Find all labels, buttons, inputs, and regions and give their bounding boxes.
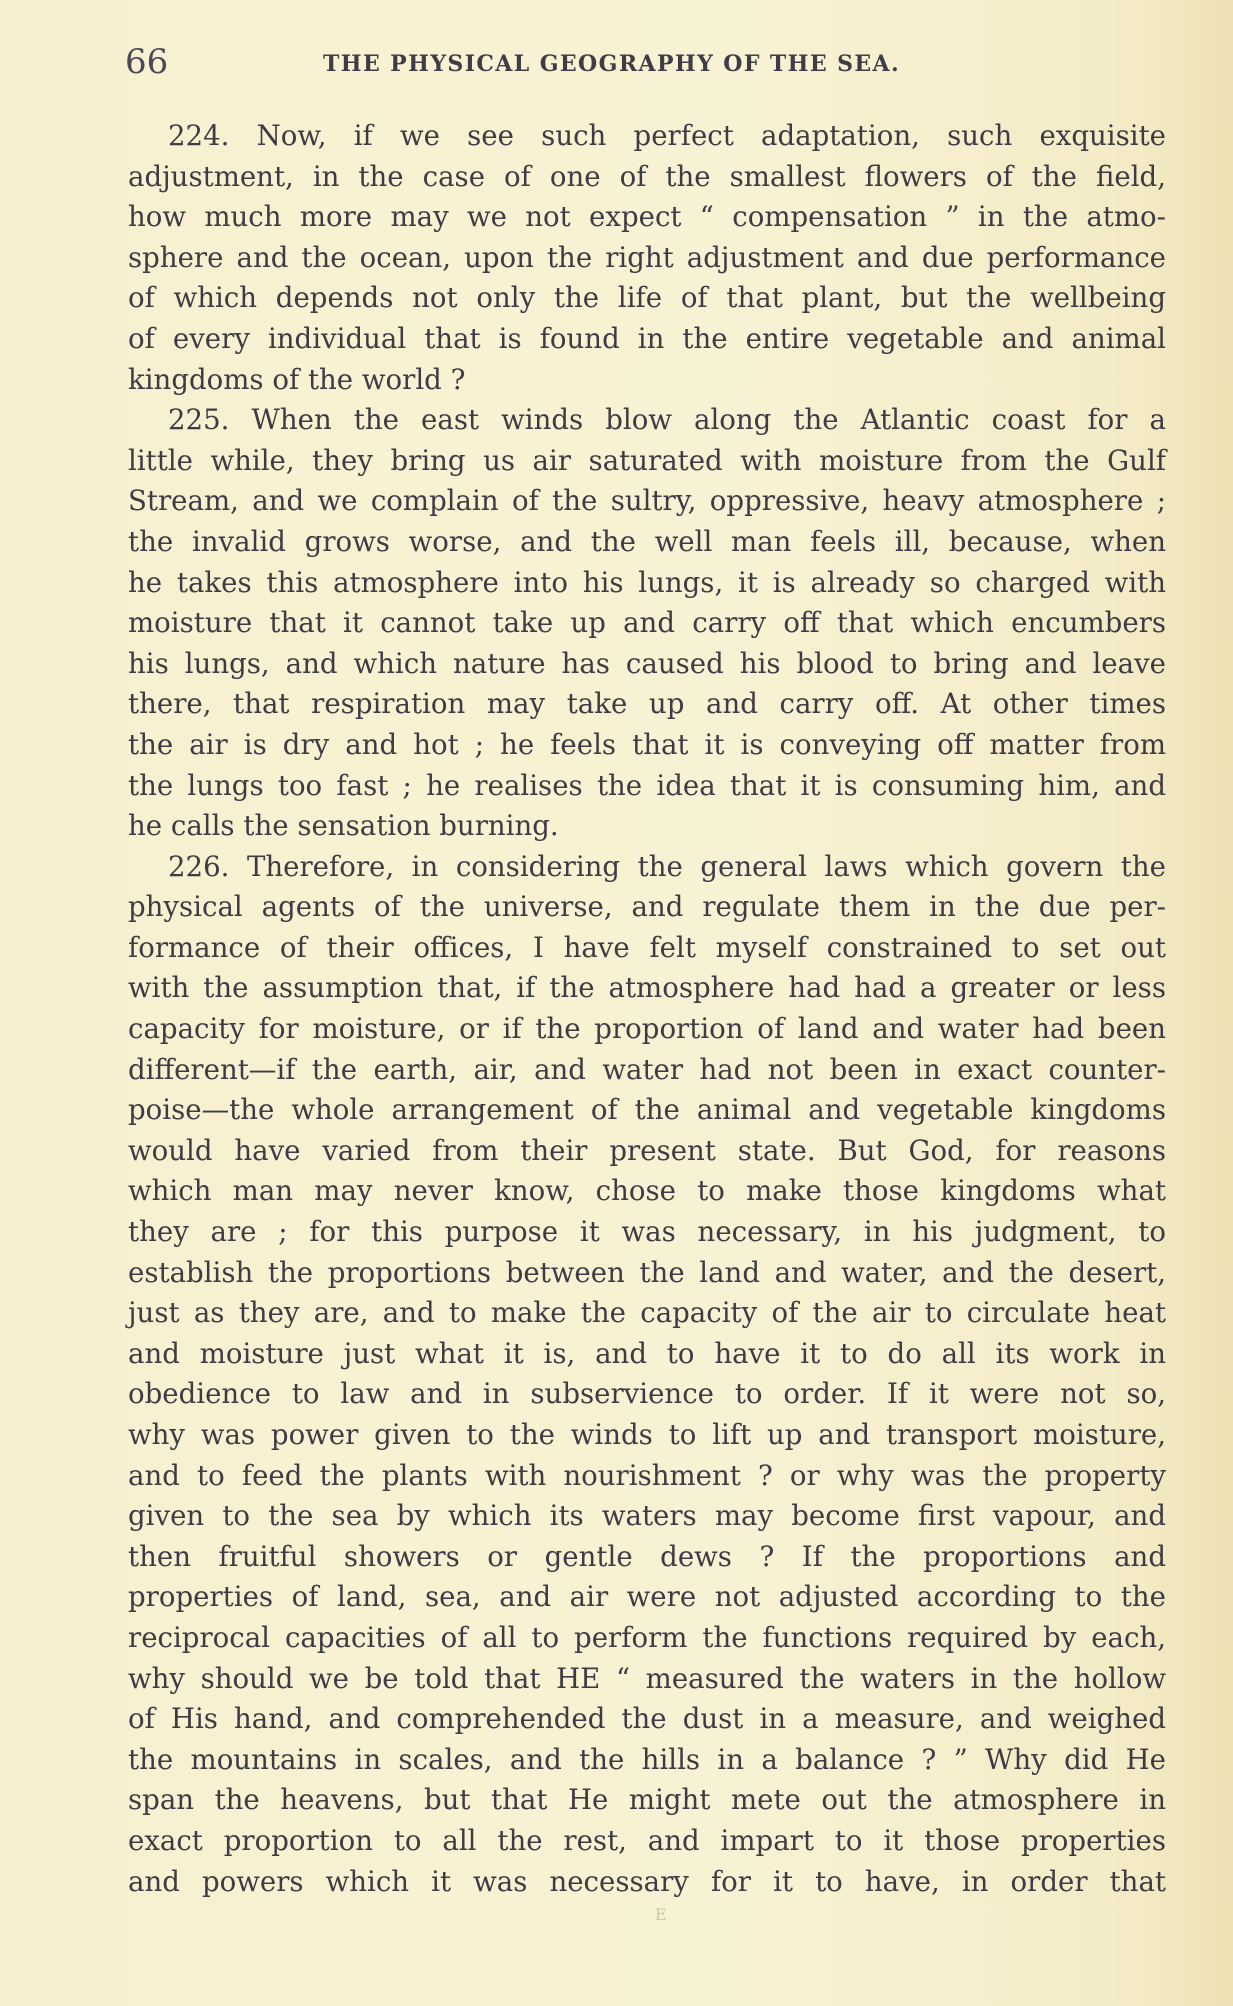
text-line: adjustment, in the case of one of the smallest flowers of the field, [128,159,1166,193]
text-line: poise—the whole arrangement of the animal and vegetable kingdoms [128,1093,1166,1127]
text-line: and to feed the plants with nourishment ? or why was the property [128,1458,1166,1492]
text-line: of His hand, and comprehended the dust in a measure, and weighed [128,1702,1166,1736]
text-line: moisture that it cannot take up and carry off that which encumbers [128,606,1166,640]
text-line: establish the proportions between the land and water, and the desert, [128,1255,1166,1289]
text-line: physical agents of the universe, and regulate them in the due per- [128,890,1166,924]
text-line: and moisture just what it is, and to have it to do all its work in [128,1336,1166,1370]
text-line: 225. When the east winds blow along the Atlantic coast for a [168,403,1166,437]
text-line: there, that respiration may take up and carry off. At other times [128,687,1166,721]
text-line: and powers which it was necessary for it to have, in order that [128,1864,1166,1898]
text-line: just as they are, and to make the capacity of the air to circulate heat [128,1296,1166,1330]
body-text [128,116,1166,1902]
text-line: the invalid grows worse, and the well man feels ill, because, when [128,524,1166,558]
text-line: the mountains in scales, and the hills in a balance ? ” Why did He [128,1742,1166,1776]
text-line: how much more may we not expect “ compensation ” in the atmo- [128,200,1166,234]
text-line: different—if the earth, air, and water had not been in exact counter- [128,1052,1166,1086]
text-line: given to the sea by which its waters may become first vapour, and [128,1499,1166,1533]
paragraph-224 [128,116,1166,400]
text-line: little while, they bring us air saturated with moisture from the Gulf [128,443,1166,477]
text-line: 226. Therefore, in considering the general laws which govern the [168,849,1166,883]
text-line: sphere and the ocean, upon the right adjustment and due performance [128,240,1166,274]
text-line: he calls the sensation burning. [128,809,559,843]
text-line: why should we be told that HE “ measured the waters in the hollow [128,1661,1166,1695]
text-line: 224. Now, if we see such perfect adaptation, such exquisite [168,119,1166,152]
text-line: exact proportion to all the rest, and impart to it those properties [128,1823,1166,1857]
text-line: his lungs, and which nature has caused his blood to bring and leave [128,646,1166,680]
text-line: capacity for moisture, or if the proportion of land and water had been [128,1012,1166,1046]
text-line: would have varied from their present state. But God, for reasons [128,1133,1166,1167]
text-line: of every individual that is found in the entire vegetable and animal [128,321,1166,355]
text-line: they are ; for this purpose it was necessary, in his judgment, to [128,1215,1166,1249]
text-line: kingdoms of the world ? [128,362,466,396]
text-line: obedience to law and in subservience to order. If it were not so, [128,1377,1166,1411]
text-line: Stream, and we complain of the sultry, oppressive, heavy atmosphere ; [128,484,1166,518]
text-line: the lungs too fast ; he realises the idea that it is consuming him, and [128,768,1166,802]
page-number: 66 [125,42,169,82]
text-line: properties of land, sea, and air were not adjusted according to the [128,1580,1166,1614]
paragraph-226 [128,847,1166,1902]
paragraph-225 [128,400,1166,847]
running-head [125,40,1165,90]
text-line: he takes this atmosphere into his lungs, it is already so charged with [128,565,1166,599]
signature-mark: E [655,1905,667,1924]
text-line: reciprocal capacities of all to perform the functions required by each, [128,1620,1166,1654]
text-line: formance of their offices, I have felt myself constrained to set out [128,930,1166,964]
text-line: span the heavens, but that He might mete out the atmosphere in [128,1783,1166,1817]
text-line: which man may never know, chose to make those kingdoms what [128,1174,1166,1208]
running-title: THE PHYSICAL GEOGRAPHY OF THE SEA. [323,51,901,77]
text-line: then fruitful showers or gentle dews ? If the proportions and [128,1539,1166,1573]
text-line: the air is dry and hot ; he feels that it is conveying off matter from [128,727,1166,761]
text-line: of which depends not only the life of that plant, but the wellbeing [128,281,1166,315]
text-line: why was power given to the winds to lift up and transport moisture, [128,1418,1166,1451]
text-line: with the assumption that, if the atmosphere had had a greater or less [128,971,1166,1005]
